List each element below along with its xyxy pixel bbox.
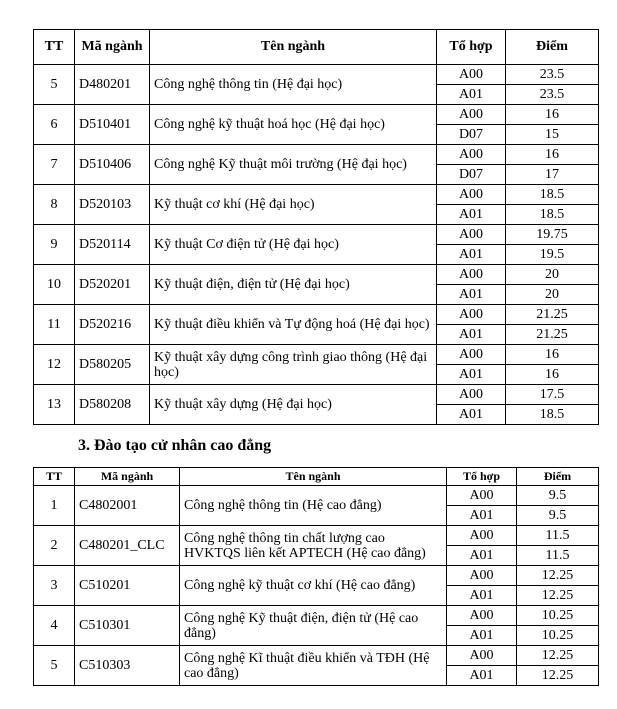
combo-code: A00 (447, 526, 517, 546)
combo-code: A01 (447, 546, 517, 566)
table-row (34, 566, 599, 586)
major-code: D580205 (75, 345, 150, 385)
score-value: 23.5 (506, 65, 599, 85)
row-number: 8 (34, 185, 75, 225)
score-value: 16 (506, 105, 599, 125)
header-code: Mã ngành (75, 468, 180, 486)
combo-code: A00 (437, 225, 506, 245)
table-row (34, 345, 599, 365)
row-number: 7 (34, 145, 75, 185)
major-code: D510406 (75, 145, 150, 185)
combo-code: A00 (437, 305, 506, 325)
major-name: Công nghệ thông tin chất lượng cao HVKTQS liên kết APTECH (Hệ cao đẳng) (180, 526, 447, 566)
major-code: C510201 (75, 566, 180, 606)
major-name: Công nghệ Kỹ thuật điện, điện tử (Hệ cao đẳng) (180, 606, 447, 646)
major-name: Kỹ thuật Cơ điện tử (Hệ đại học) (150, 225, 437, 265)
combo-code: A01 (437, 285, 506, 305)
table-row (34, 486, 599, 506)
table-row (34, 526, 599, 546)
combo-code: A01 (437, 205, 506, 225)
header-combo: Tổ hợp (447, 468, 517, 486)
combo-code: A01 (447, 626, 517, 646)
score-value: 12.25 (517, 586, 599, 606)
combo-code: A00 (437, 105, 506, 125)
table-row (34, 606, 599, 626)
major-name: Công nghệ kỹ thuật hoá học (Hệ đại học) (150, 105, 437, 145)
score-value: 12.25 (517, 666, 599, 686)
combo-code: A00 (447, 606, 517, 626)
combo-code: A01 (447, 506, 517, 526)
table-row (34, 265, 599, 285)
score-value: 20 (506, 285, 599, 305)
major-code: D520201 (75, 265, 150, 305)
table-row (34, 145, 599, 165)
major-name: Kỹ thuật xây dựng (Hệ đại học) (150, 385, 437, 425)
combo-code: D07 (437, 165, 506, 185)
major-code: D520114 (75, 225, 150, 265)
header-name: Tên ngành (180, 468, 447, 486)
table-row (34, 305, 599, 325)
combo-code: A00 (447, 486, 517, 506)
major-name: Kỹ thuật điện, điện tử (Hệ đại học) (150, 265, 437, 305)
score-value: 10.25 (517, 626, 599, 646)
header-code: Mã ngành (75, 30, 150, 65)
row-number: 1 (34, 486, 75, 526)
table-body (34, 486, 599, 686)
combo-code: A01 (437, 405, 506, 425)
row-number: 12 (34, 345, 75, 385)
score-value: 16 (506, 145, 599, 165)
major-code: C510303 (75, 646, 180, 686)
combo-code: D07 (437, 125, 506, 145)
row-number: 9 (34, 225, 75, 265)
undergraduate-scores-table (33, 29, 599, 425)
college-scores-table (33, 467, 599, 686)
combo-code: A01 (437, 245, 506, 265)
combo-code: A00 (447, 646, 517, 666)
score-value: 9.5 (517, 486, 599, 506)
score-value: 21.25 (506, 325, 599, 345)
major-name: Kỹ thuật cơ khí (Hệ đại học) (150, 185, 437, 225)
major-name: Công nghệ kỹ thuật cơ khí (Hệ cao đẳng) (180, 566, 447, 606)
major-name: Công nghệ thông tin (Hệ đại học) (150, 65, 437, 105)
row-number: 13 (34, 385, 75, 425)
combo-code: A00 (437, 345, 506, 365)
score-value: 19.75 (506, 225, 599, 245)
header-name: Tên ngành (150, 30, 437, 65)
table-row (34, 225, 599, 245)
major-name: Công nghệ Kỹ thuật môi trường (Hệ đại học) (150, 145, 437, 185)
combo-code: A01 (437, 365, 506, 385)
score-value: 16 (506, 345, 599, 365)
table-row (34, 385, 599, 405)
score-value: 11.5 (517, 546, 599, 566)
score-value: 18.5 (506, 205, 599, 225)
combo-code: A00 (437, 185, 506, 205)
combo-code: A01 (437, 85, 506, 105)
row-number: 6 (34, 105, 75, 145)
table-row (34, 65, 599, 85)
major-name: Kỹ thuật điều khiển và Tự động hoá (Hệ đại học) (150, 305, 437, 345)
row-number: 5 (34, 646, 75, 686)
score-value: 17 (506, 165, 599, 185)
section-heading: 3. Đào tạo cử nhân cao đẳng (78, 437, 272, 454)
score-value: 19.5 (506, 245, 599, 265)
header-score: Điểm (506, 30, 599, 65)
table-row (34, 646, 599, 666)
header-score: Điểm (517, 468, 599, 486)
score-value: 12.25 (517, 646, 599, 666)
score-value: 23.5 (506, 85, 599, 105)
combo-code: A01 (447, 586, 517, 606)
major-code: C510301 (75, 606, 180, 646)
score-value: 20 (506, 265, 599, 285)
row-number: 2 (34, 526, 75, 566)
table-header-row (34, 468, 599, 486)
combo-code: A00 (437, 65, 506, 85)
combo-code: A00 (437, 265, 506, 285)
table-row (34, 105, 599, 125)
header-combo: Tổ hợp (437, 30, 506, 65)
major-code: D520216 (75, 305, 150, 345)
header-tt: TT (34, 30, 75, 65)
row-number: 4 (34, 606, 75, 646)
major-name: Công nghệ thông tin (Hệ cao đẳng) (180, 486, 447, 526)
major-name: Kỹ thuật xây dựng công trình giao thông (Hệ đại học) (150, 345, 437, 385)
major-code: C480201_CLC (75, 526, 180, 566)
row-number: 3 (34, 566, 75, 606)
table-body (34, 65, 599, 425)
score-value: 10.25 (517, 606, 599, 626)
major-name: Công nghệ Kĩ thuật điều khiển và TĐH (Hệ cao đẳng) (180, 646, 447, 686)
score-value: 15 (506, 125, 599, 145)
row-number: 5 (34, 65, 75, 105)
table-header-row (34, 30, 599, 65)
score-value: 9.5 (517, 506, 599, 526)
major-code: D480201 (75, 65, 150, 105)
score-value: 18.5 (506, 405, 599, 425)
combo-code: A00 (447, 566, 517, 586)
combo-code: A00 (437, 385, 506, 405)
score-value: 17.5 (506, 385, 599, 405)
combo-code: A01 (447, 666, 517, 686)
major-code: D520103 (75, 185, 150, 225)
score-value: 12.25 (517, 566, 599, 586)
major-code: D580208 (75, 385, 150, 425)
table-row (34, 185, 599, 205)
combo-code: A00 (437, 145, 506, 165)
score-value: 16 (506, 365, 599, 385)
major-code: C4802001 (75, 486, 180, 526)
header-tt: TT (34, 468, 75, 486)
row-number: 11 (34, 305, 75, 345)
score-value: 18.5 (506, 185, 599, 205)
row-number: 10 (34, 265, 75, 305)
major-code: D510401 (75, 105, 150, 145)
combo-code: A01 (437, 325, 506, 345)
score-value: 11.5 (517, 526, 599, 546)
score-value: 21.25 (506, 305, 599, 325)
